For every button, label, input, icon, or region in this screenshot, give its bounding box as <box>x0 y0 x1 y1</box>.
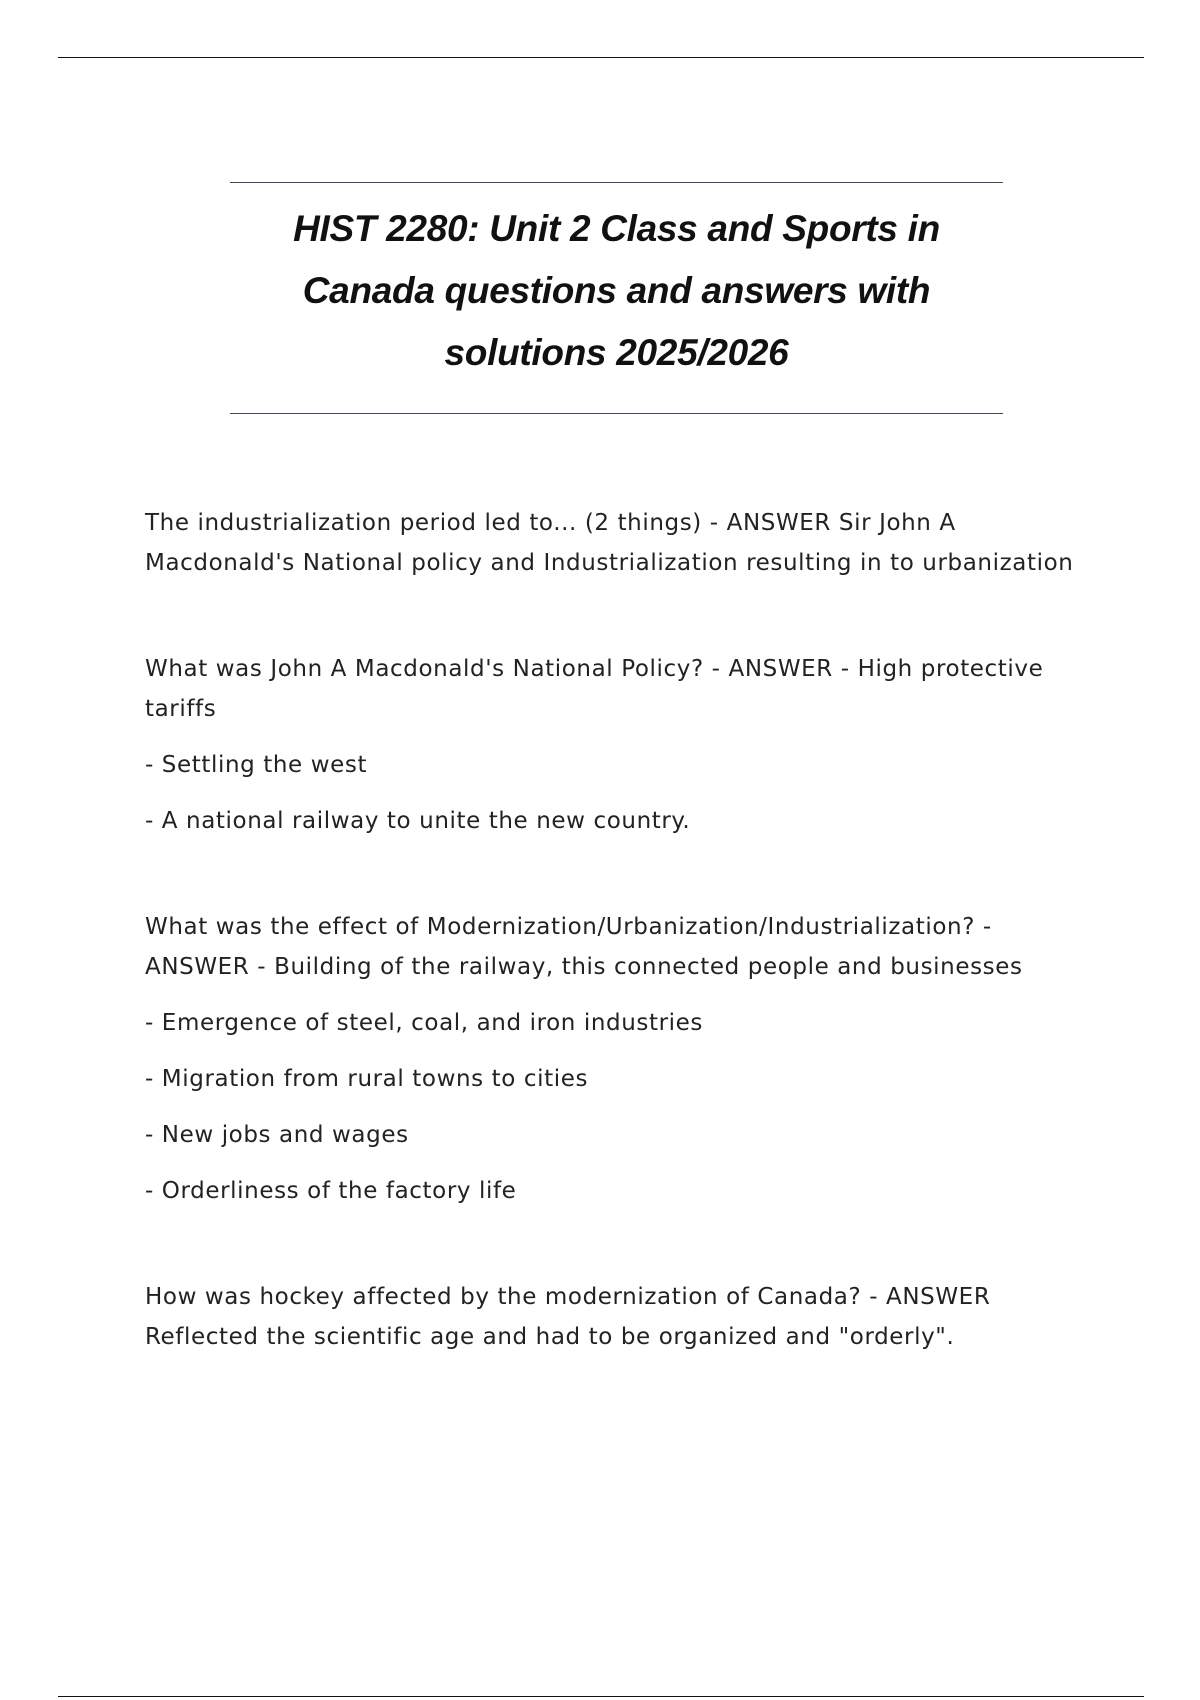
title-bottom-rule <box>230 413 1003 414</box>
qa-item <box>145 907 1095 1211</box>
page-top-rule <box>58 57 1144 58</box>
answer-bullet: - Settling the west <box>145 752 368 778</box>
qa-question-answer: What was John A Macdonald's National Policy? - ANSWER - High protective tariffs <box>145 656 1044 722</box>
page-bottom-rule <box>58 1696 1144 1697</box>
answer-bullet: - Emergence of steel, coal, and iron industries <box>145 1010 704 1036</box>
qa-question-answer: How was hockey affected by the modernization of Canada? - ANSWER Reflected the scientific age and had to be organized and "orderly". <box>145 1284 991 1350</box>
qa-item <box>145 1277 1095 1357</box>
answer-bullet: - Migration from rural towns to cities <box>145 1066 589 1092</box>
qa-question-answer: The industrialization period led to... (2 things) - ANSWER Sir John A Macdonald's National policy and Industrialization resulting in to urbanization <box>145 510 1074 576</box>
qa-item <box>145 649 1095 841</box>
answer-bullet: - New jobs and wages <box>145 1122 409 1148</box>
qa-question-answer: What was the effect of Modernization/Urbanization/Industrialization? - ANSWER - Building of the railway, this connected people and businesses <box>145 914 1023 980</box>
document-title: HIST 2280: Unit 2 Class and Sports in Canada questions and answers with solutions 2025/2026 <box>293 208 940 373</box>
qa-list <box>145 503 1095 1357</box>
answer-bullet: - Orderliness of the factory life <box>145 1178 517 1204</box>
answer-bullet: - A national railway to unite the new country. <box>145 808 691 834</box>
qa-item <box>145 503 1095 583</box>
title-top-rule <box>230 182 1003 183</box>
